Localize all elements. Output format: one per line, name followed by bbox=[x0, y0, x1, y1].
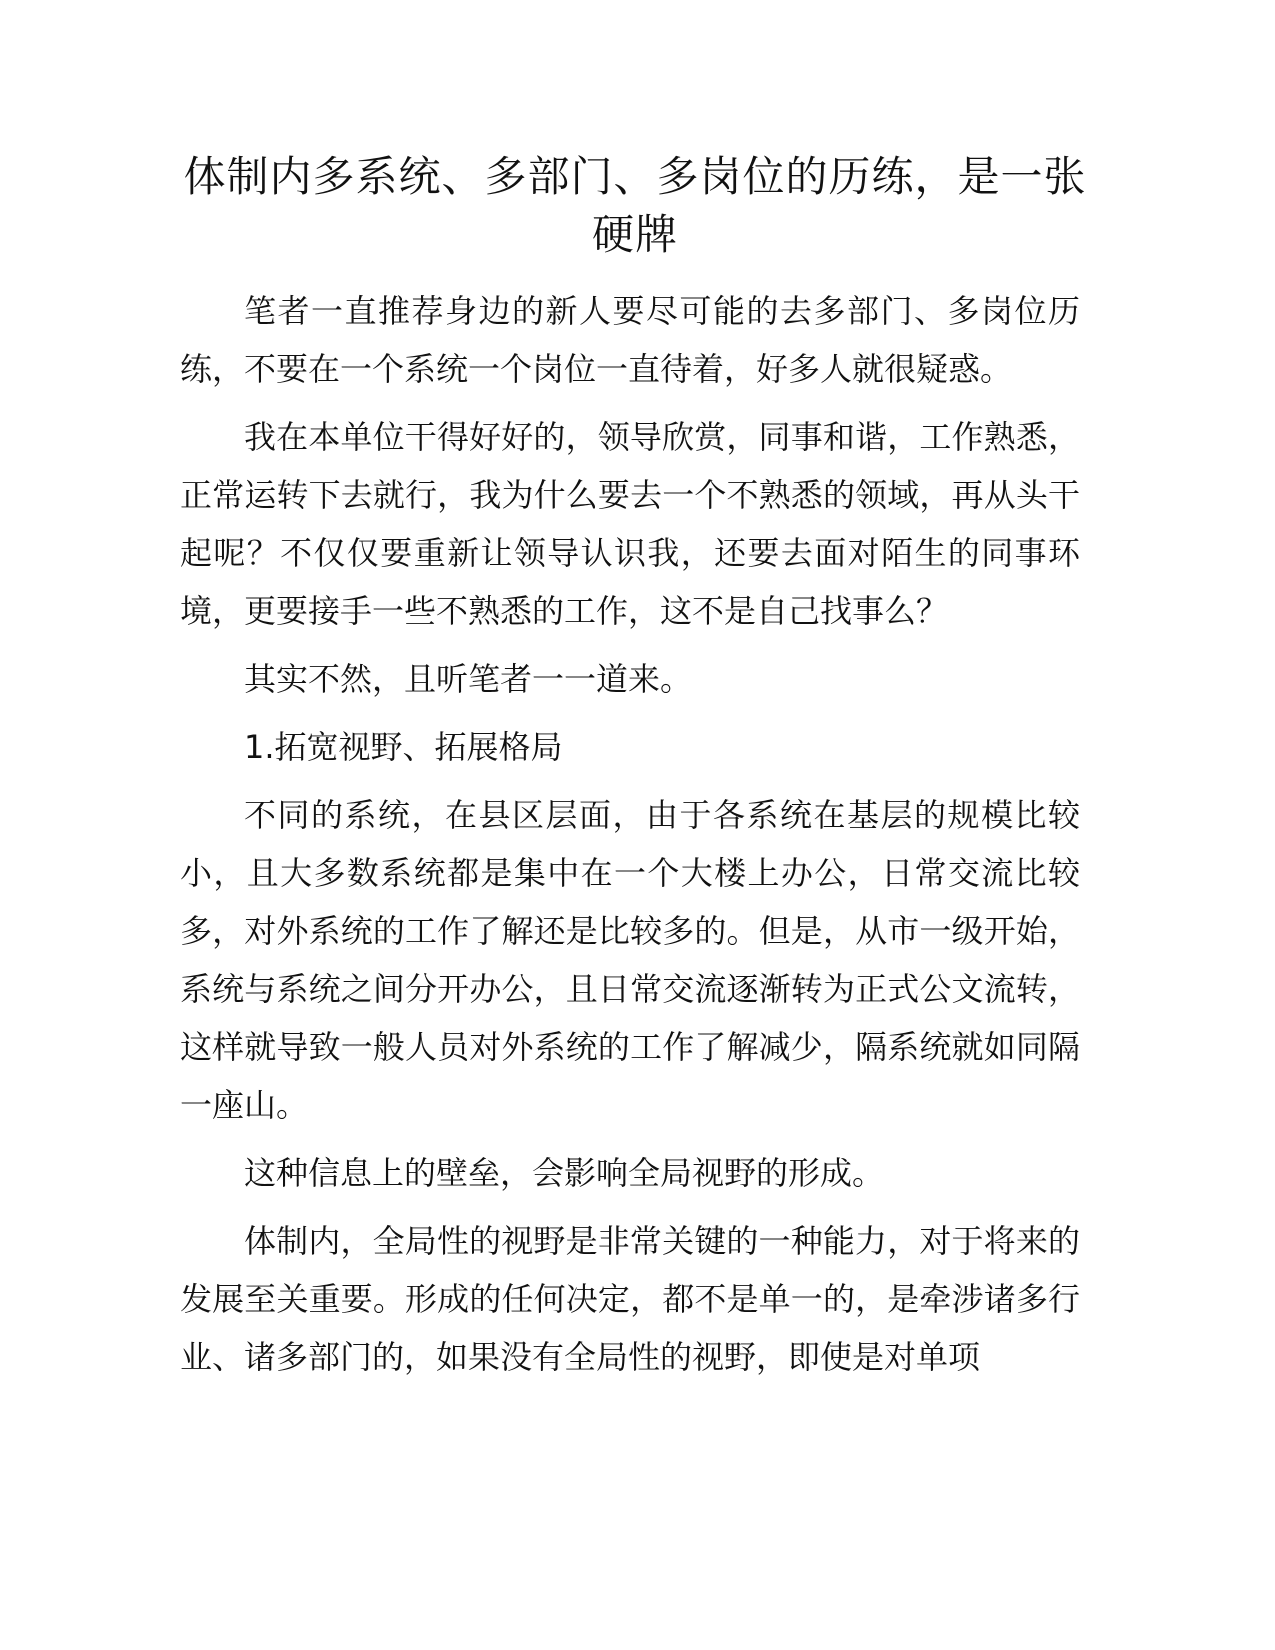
paragraph-systems: 不同的系统，在县区层面，由于各系统在基层的规模比较小，且大多数系统都是集中在一个大楼上办公，日常交流比较多，对外系统的工作了解还是比较多的。但是，从市一级开始，系统与系统之间分开办公，且日常交流逐渐转为正式公文流转，这样就导致一般人员对外系统的工作了解减少，隔系统就如同隔一座山。 bbox=[180, 796, 1080, 1124]
document-body bbox=[180, 282, 1080, 1396]
paragraph-response: 其实不然，且听笔者一一道来。 bbox=[244, 660, 693, 698]
paragraph-vision: 体制内，全局性的视野是非常关键的一种能力，对于将来的发展至关重要。形成的任何决定，都不是单一的，是牵涉诸多行业、诸多部门的，如果没有全局性的视野，即使是对单项 bbox=[180, 1222, 1080, 1376]
section-heading-1: 1.拓宽视野、拓展格局 bbox=[244, 728, 563, 766]
paragraph-barrier: 这种信息上的壁垒，会影响全局视野的形成。 bbox=[244, 1154, 885, 1192]
paragraph-intro: 笔者一直推荐身边的新人要尽可能的去多部门、多岗位历练，不要在一个系统一个岗位一直待着，好多人就很疑惑。 bbox=[180, 292, 1080, 388]
document-title: 体制内多系统、多部门、多岗位的历练，是一张硬牌 bbox=[183, 152, 1087, 259]
paragraph-doubt: 我在本单位干得好好的，领导欣赏，同事和谐，工作熟悉，正常运转下去就行，我为什么要去一个不熟悉的领域，再从头干起呢？不仅仅要重新让领导认识我，还要去面对陌生的同事环境，更要接手一些不熟悉的工作，这不是自己找事么？ bbox=[180, 418, 1080, 630]
